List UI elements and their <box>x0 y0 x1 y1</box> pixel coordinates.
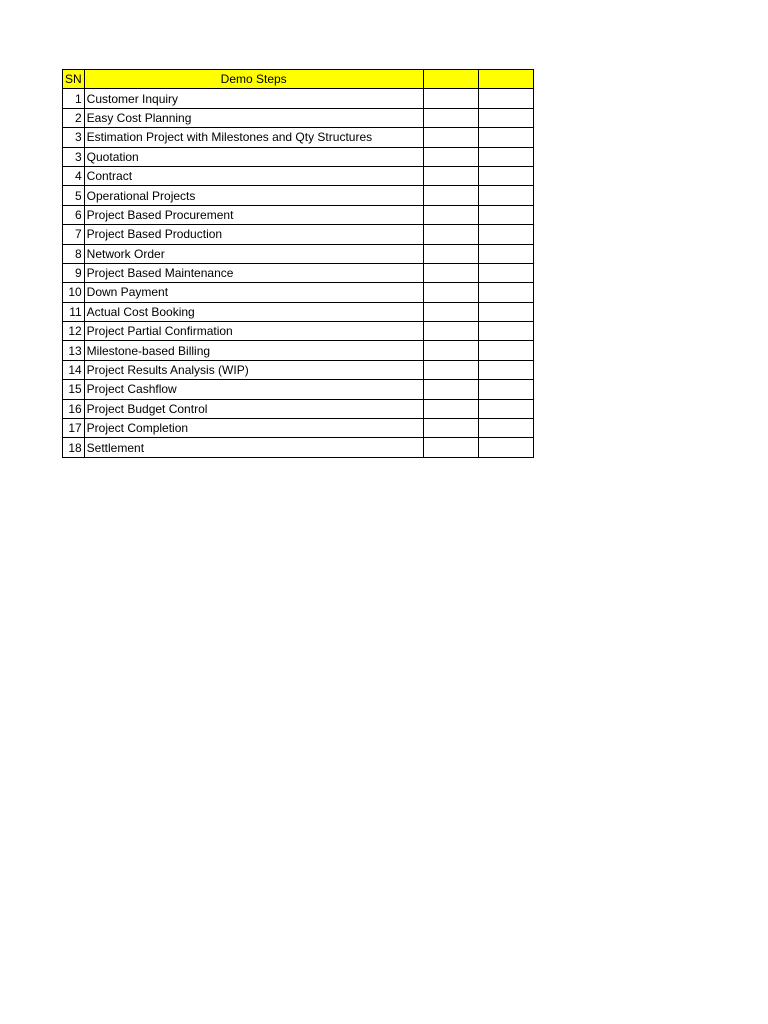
sn-cell: 7 <box>63 225 85 244</box>
col4-cell <box>478 244 533 263</box>
header-col4 <box>478 70 533 89</box>
table-row <box>63 283 534 302</box>
demo-step-cell: Settlement <box>84 438 423 457</box>
header-sn: SN <box>63 70 85 89</box>
demo-step-cell: Project Based Procurement <box>84 205 423 224</box>
sn-cell: 13 <box>63 341 85 360</box>
col4-cell <box>478 128 533 147</box>
col4-cell <box>478 283 533 302</box>
table-row <box>63 322 534 341</box>
demo-step-cell: Quotation <box>84 147 423 166</box>
table-row <box>63 302 534 321</box>
col4-cell <box>478 186 533 205</box>
sn-cell: 14 <box>63 360 85 379</box>
col4-cell <box>478 399 533 418</box>
col3-cell <box>423 302 478 321</box>
col4-cell <box>478 341 533 360</box>
col4-cell <box>478 360 533 379</box>
demo-step-cell: Network Order <box>84 244 423 263</box>
demo-step-cell: Project Budget Control <box>84 399 423 418</box>
col4-cell <box>478 166 533 185</box>
sn-cell: 2 <box>63 108 85 127</box>
col3-cell <box>423 419 478 438</box>
table-body <box>63 89 534 457</box>
sn-cell: 3 <box>63 128 85 147</box>
col3-cell <box>423 283 478 302</box>
col3-cell <box>423 360 478 379</box>
col3-cell <box>423 438 478 457</box>
col3-cell <box>423 322 478 341</box>
col3-cell <box>423 380 478 399</box>
col4-cell <box>478 263 533 282</box>
col4-cell <box>478 147 533 166</box>
col3-cell <box>423 225 478 244</box>
demo-step-cell: Customer Inquiry <box>84 89 423 108</box>
table-row <box>63 341 534 360</box>
table-row <box>63 244 534 263</box>
col3-cell <box>423 399 478 418</box>
table-row <box>63 438 534 457</box>
col4-cell <box>478 302 533 321</box>
sn-cell: 8 <box>63 244 85 263</box>
table-row <box>63 147 534 166</box>
col3-cell <box>423 244 478 263</box>
sn-cell: 6 <box>63 205 85 224</box>
demo-steps-table <box>62 69 534 458</box>
col4-cell <box>478 438 533 457</box>
col3-cell <box>423 263 478 282</box>
sn-cell: 17 <box>63 419 85 438</box>
sn-cell: 12 <box>63 322 85 341</box>
col3-cell <box>423 186 478 205</box>
demo-step-cell: Project Results Analysis (WIP) <box>84 360 423 379</box>
col4-cell <box>478 225 533 244</box>
table-row <box>63 360 534 379</box>
col3-cell <box>423 341 478 360</box>
header-demo-steps: Demo Steps <box>84 70 423 89</box>
sn-cell: 3 <box>63 147 85 166</box>
sn-cell: 1 <box>63 89 85 108</box>
demo-step-cell: Project Based Maintenance <box>84 263 423 282</box>
demo-step-cell: Project Completion <box>84 419 423 438</box>
table-row <box>63 128 534 147</box>
col4-cell <box>478 322 533 341</box>
table-row <box>63 380 534 399</box>
col3-cell <box>423 128 478 147</box>
sn-cell: 16 <box>63 399 85 418</box>
sn-cell: 18 <box>63 438 85 457</box>
header-col3 <box>423 70 478 89</box>
col4-cell <box>478 380 533 399</box>
col3-cell <box>423 205 478 224</box>
demo-step-cell: Project Based Production <box>84 225 423 244</box>
col3-cell <box>423 89 478 108</box>
sn-cell: 9 <box>63 263 85 282</box>
col3-cell <box>423 147 478 166</box>
sn-cell: 15 <box>63 380 85 399</box>
demo-step-cell: Down Payment <box>84 283 423 302</box>
table-row <box>63 419 534 438</box>
table-row <box>63 108 534 127</box>
table-row <box>63 166 534 185</box>
col4-cell <box>478 205 533 224</box>
table-row <box>63 399 534 418</box>
sn-cell: 10 <box>63 283 85 302</box>
sn-cell: 11 <box>63 302 85 321</box>
table-row <box>63 225 534 244</box>
table-row <box>63 205 534 224</box>
table-row <box>63 89 534 108</box>
demo-step-cell: Project Cashflow <box>84 380 423 399</box>
col4-cell <box>478 419 533 438</box>
demo-step-cell: Project Partial Confirmation <box>84 322 423 341</box>
col3-cell <box>423 166 478 185</box>
table-row <box>63 186 534 205</box>
sn-cell: 4 <box>63 166 85 185</box>
demo-step-cell: Operational Projects <box>84 186 423 205</box>
demo-step-cell: Easy Cost Planning <box>84 108 423 127</box>
demo-step-cell: Milestone-based Billing <box>84 341 423 360</box>
sn-cell: 5 <box>63 186 85 205</box>
col3-cell <box>423 108 478 127</box>
header-row <box>63 70 534 89</box>
table-row <box>63 263 534 282</box>
demo-step-cell: Contract <box>84 166 423 185</box>
demo-step-cell: Estimation Project with Milestones and Qty Structures <box>84 128 423 147</box>
col4-cell <box>478 89 533 108</box>
col4-cell <box>478 108 533 127</box>
demo-step-cell: Actual Cost Booking <box>84 302 423 321</box>
